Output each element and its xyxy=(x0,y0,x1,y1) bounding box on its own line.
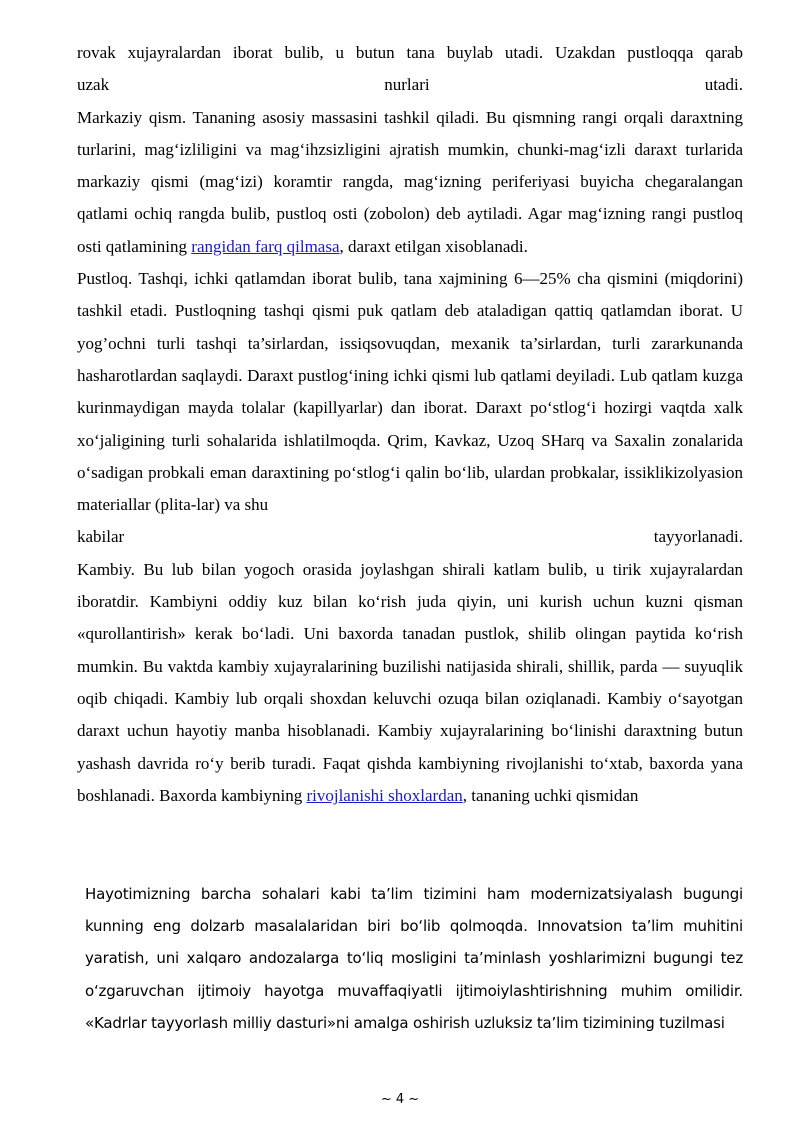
paragraph-intro-line: rovak xujayralardan iborat bulib, u butun tana buylab utadi. Uzakdan pustloqqa qarab xyxy=(77,43,743,62)
paragraph-kambiy-text: Kambiy. Bu lub bilan yogoch orasida joylashgan shirali katlam bulib, u tirik xujayralardan iboratdir. Kambiyni oddiy kuz bilan ko‘rish juda qiyin, uni kurish uchun kuzni qisman «qurollantirish» kerak bo‘ladi. Uni baxorda tanadan pustlok, shilib olingan paytida ko‘rish mumkin. Bu vaktda kambiy xujayralarining buzilishi natijasida shirali, shillik, parda — suyuqlik oqib chiqadi. Kambiy lub orqali shoxdan keluvchi ozuqa bilan oziqlanadi. Kambiy o‘sayotgan daraxt uchun hayotiy manba hisoblanadi. Kambiy xujayralarining bo‘linishi daraxtning butun yashash davrida ro‘y berib turadi. Faqat qishda kambiyning rivojlanishi to‘xtab, baxorda yana boshlanadi. Baxorda kambiyning xyxy=(77,559,743,805)
serif-text-block xyxy=(77,37,743,812)
paragraph-kambiy-end: , tananing uchki qismidan xyxy=(462,785,639,805)
sans-text-block xyxy=(85,878,743,1039)
paragraph-markaziy-qism xyxy=(77,102,743,263)
link-rangidan-farq-qilmasa[interactable]: rangidan farq qilmasa xyxy=(191,236,340,256)
link-rivojlanishi-shoxlardan[interactable]: rivojlanishi shoxlardan xyxy=(306,785,463,805)
paragraph-kambiy xyxy=(77,554,743,812)
paragraph-pustloq: Pustloq. Tashqi, ichki qatlamdan iborat bulib, tana xajmining 6—25% cha qismini (miqdorini) tashkil etadi. Pustloqning tashqi qismi puk qatlam deb ataladigan qattiq qatlamdan iborat. U yog’ochni turli tashqi ta’sirlardan, issiqsovuqdan, mexanik ta’sirlardan, turli zararkunanda hasharotlardan saqlaydi. Daraxt pustlog‘ining ichki qismi lub qatlami deyiladi. Lub qatlam kuzga kurinmaydigan mayda tolalar (kapillyarlar) dan iborat. Daraxt po‘stlog‘i hozirgi vaqtda xalk xo‘jaligining turli sohalarida ishlatilmoqda. Qrim, Kavkaz, Uzoq SHarq va Saxalin zonalarida o‘sadigan probkali eman daraxtining po‘stlog‘i qalin bo‘lib, ulardan probkalar, issiklikizolyasion materiallar (plita-lar) va shu xyxy=(77,269,743,515)
paragraph-intro-tail: uzak nurlari utadi. xyxy=(77,75,743,95)
paragraph-talim-tizimi: Hayotimizning barcha sohalari kabi ta’lim tizimini ham modernizatsiyalash bugungi kunning eng dolzarb masalalaridan biri bo‘lib qolmoqda. Innovatsion ta’lim muhitini yaratish, uni xalqaro andozalarga to‘liq mosligini ta’minlash yoshlarimizni bugungi tez o‘zgaruvchan ijtimoiy hayotga muvaffaqiyatli ijtimoiylashtirishning muhim omilidir. «Kadrlar tayyorlash milliy dasturi»ni amalga oshirish uzluksiz ta’lim tizimining tuzilmasi xyxy=(85,885,743,1032)
paragraph-markaziy-text: Markaziy qism. Tananing asosiy massasini tashkil qiladi. Bu qismning rangi orqali daraxtning turlarini, mag‘izliligini va mag‘ihzsizligini ajratish mumkin, chunki-mag‘izli daraxt turlarida markaziy qismi (mag‘izi) koramtir rangda, mag‘izning periferiyasi buyicha chegaralangan qatlami ochiq rangda bulib, pustloq osti (zobolon) deb aytiladi. Agar mag‘izning rangi pustloq osti qatlamining xyxy=(77,107,743,256)
page-number: ~ 4 ~ xyxy=(380,1092,420,1107)
paragraph-pustloq-tail: kabilar tayyorlanadi. xyxy=(77,527,743,547)
paragraph-markaziy-end: , daraxt etilgan xisoblanadi. xyxy=(339,236,528,256)
